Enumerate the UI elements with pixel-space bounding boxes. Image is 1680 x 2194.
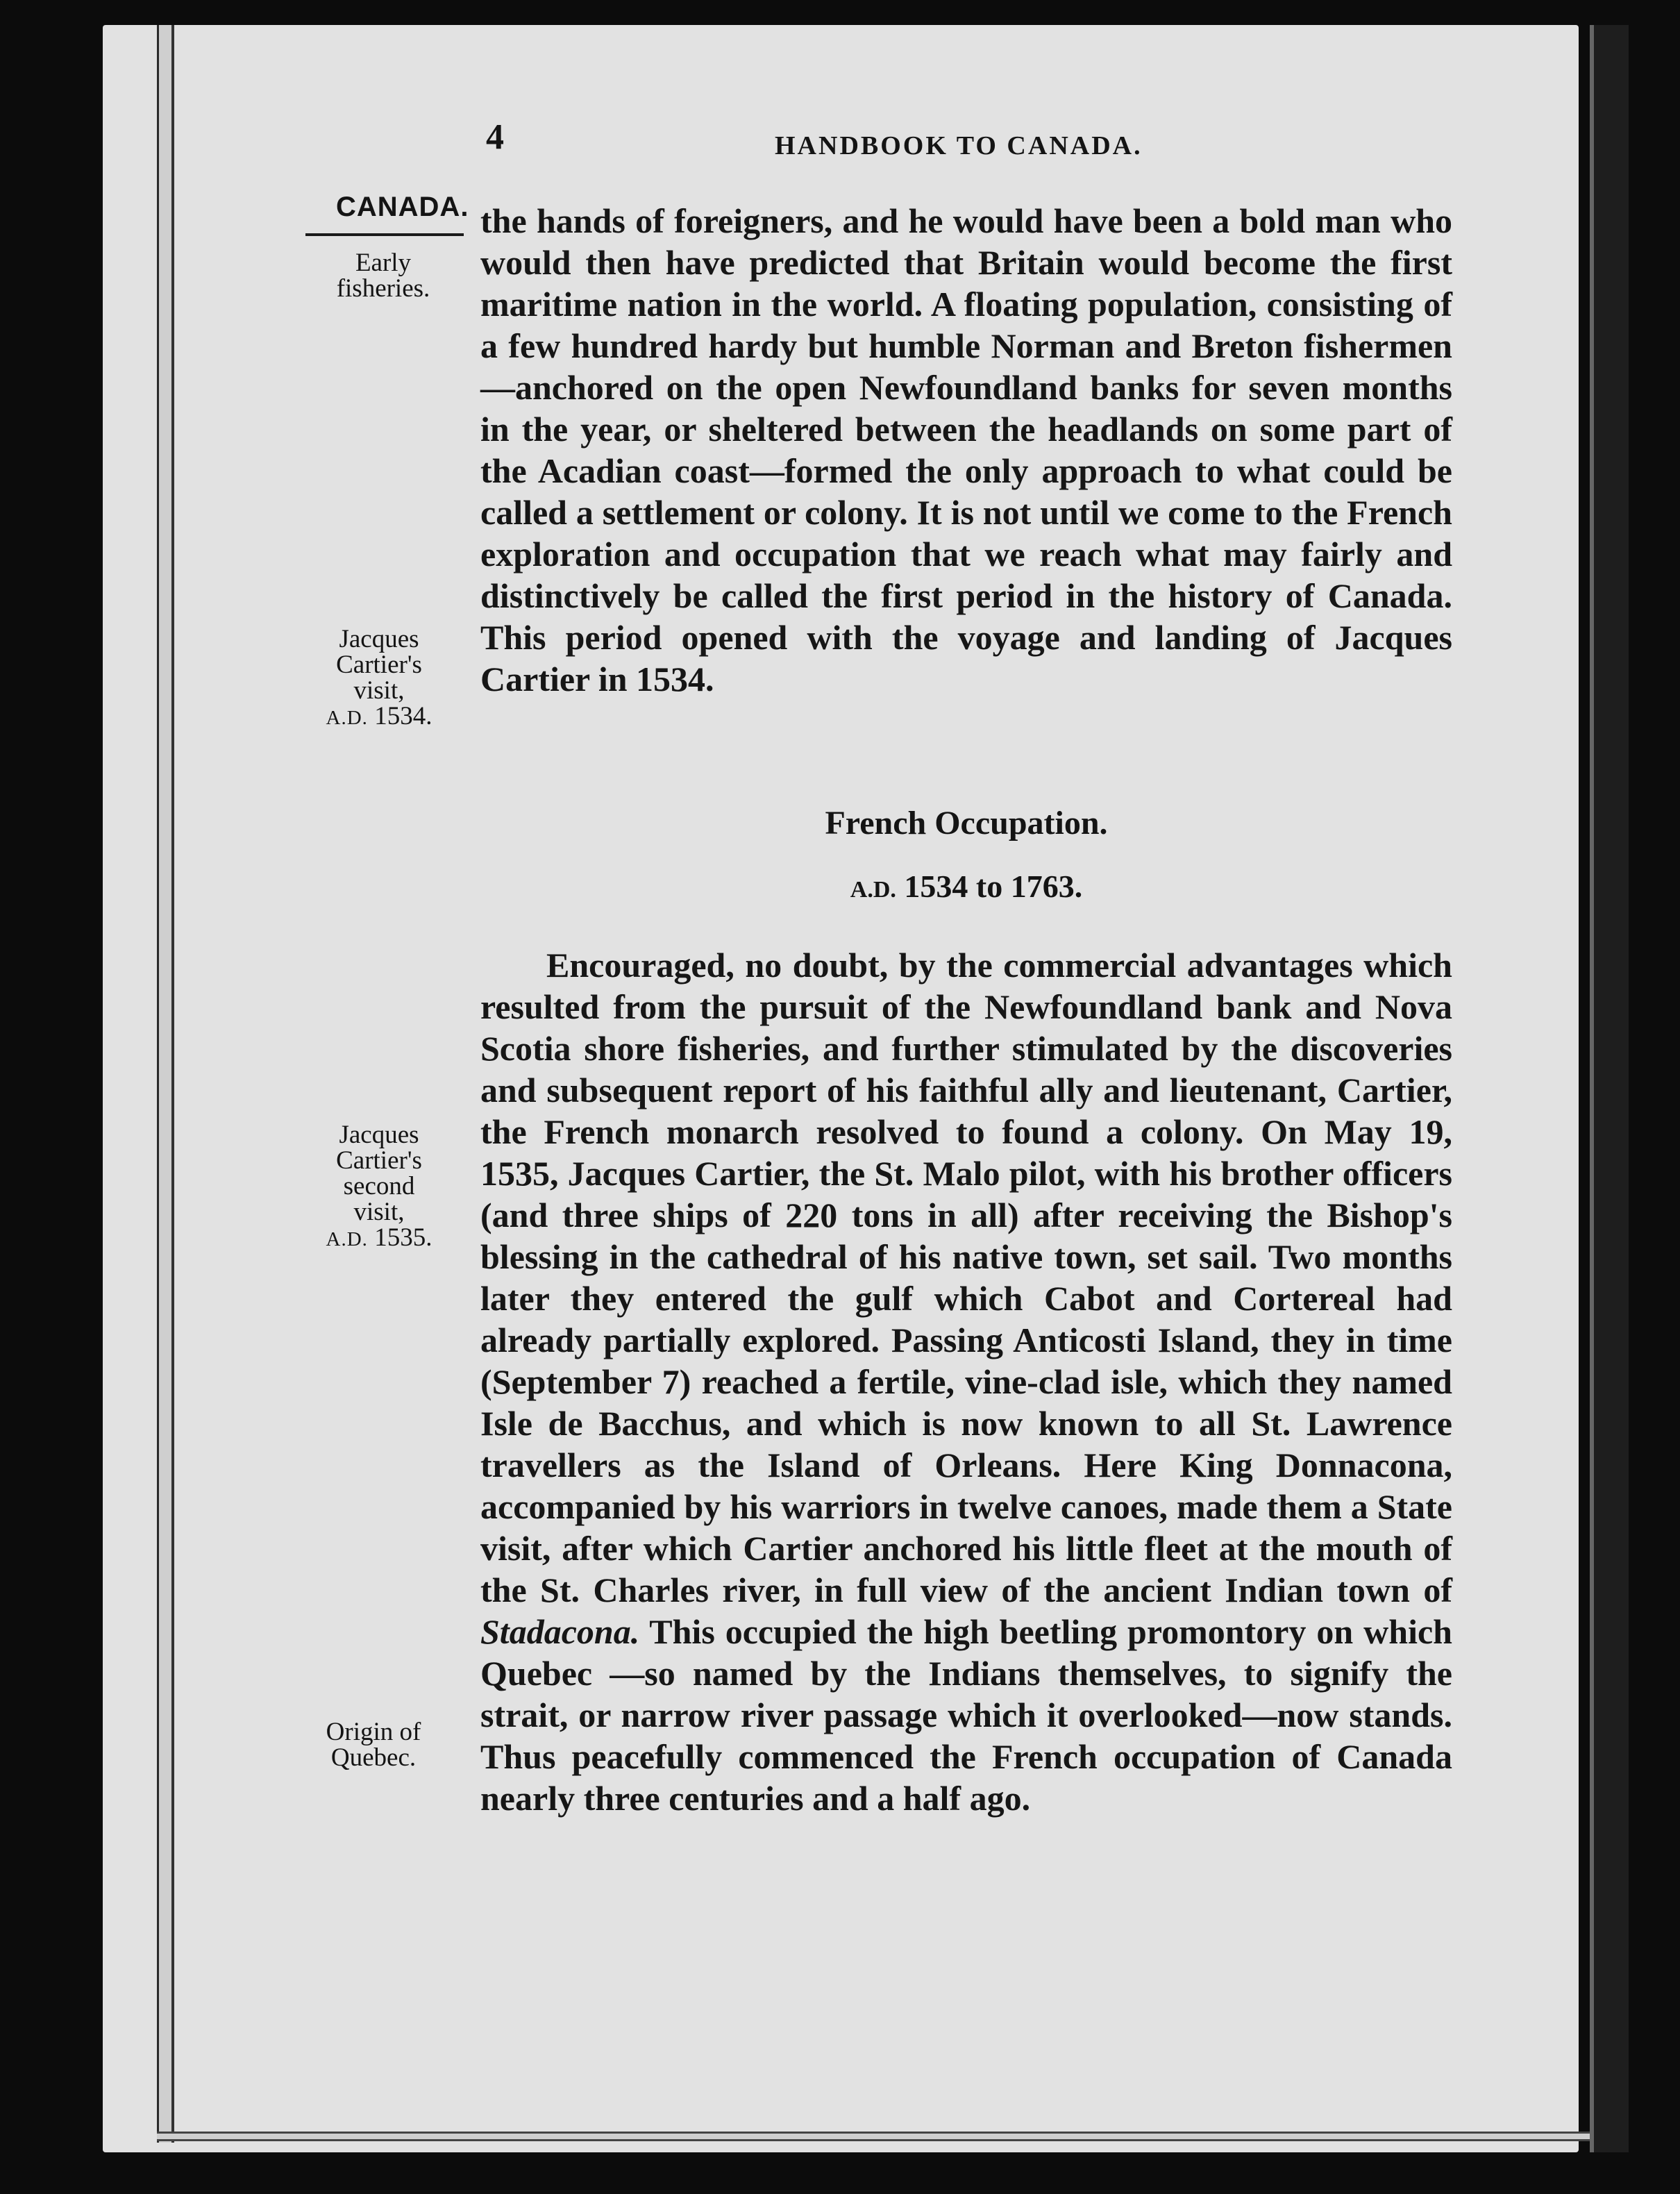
margin-note-line: fisheries. — [336, 274, 430, 303]
italic-place-name: Stadacona. — [480, 1612, 640, 1651]
date-year: 1535. — [374, 1223, 432, 1252]
margin-note-line: Cartier's — [336, 651, 422, 679]
date-range: 1534 to 1763. — [904, 869, 1083, 904]
margin-note-early-fisheries — [300, 250, 467, 301]
paragraph-2 — [480, 944, 1452, 1819]
margin-note-line: Quebec. — [330, 1743, 417, 1772]
section-date-range — [480, 868, 1452, 905]
margin-note-cartier-second-visit — [296, 1122, 462, 1253]
date-prefix: A.D. — [326, 1228, 368, 1250]
margin-note-line: visit, — [353, 1198, 405, 1226]
margin-note-line: second — [343, 1172, 415, 1200]
margin-note-origin-quebec — [290, 1719, 457, 1770]
paragraph-2-text-end: This occupied the high beetling promontory on which Quebec —so named by the Indians themselves, to signify the strait, or narrow river passage which it overlooked—now stands. Thus peacefully commenced the French occupation of Canada nearly three centuries and a half ago. — [480, 1612, 1452, 1818]
book-spine-edge — [1590, 25, 1629, 2152]
date-year: 1534. — [374, 702, 432, 730]
margin-note-line: Jacques — [339, 625, 419, 653]
paragraph-2-text: Encouraged, no doubt, by the commercial advantages which resulted from the pursuit of the Newfoundland bank and Nova Scotia shore fisheries, and further stimulated by the discoveries and subsequent report of his faithful ally and lieutenant, Cartier, the French monarch resolved to found a colony. On May 19, 1535, Jacques Cartier, the St. Malo pilot, with his brother officers (and three ships of 220 tons in all) after receiving the Bishop's blessing in the cathedral of his native town, set sail. Two months later they entered the gulf which Cabot and Cortereal had already partially explored. Passing Anticosti Island, they in time (September 7) reached a fertile, vine-clad isle, which they named Isle de Bacchus, and which is now known to all St. Lawrence travellers as the Island of Orleans. Here King Donnacona, accompanied by his warriors in twelve canoes, made them a State visit, after which Cartier anchored his little fleet at the mouth of the St. Charles river, in full view of the ancient Indian town of — [480, 946, 1452, 1609]
margin-note-line: visit, — [353, 676, 405, 705]
margin-note-line: Origin of — [326, 1718, 421, 1746]
section-heading: French Occupation. — [825, 805, 1108, 841]
date-prefix: A.D. — [850, 877, 896, 903]
date-prefix: A.D. — [326, 707, 368, 729]
section-tag: CANADA. — [336, 192, 469, 222]
margin-note-line: Cartier's — [336, 1146, 422, 1175]
margin-note-date — [296, 1225, 462, 1253]
paragraph-1: the hands of foreigners, and he would have been a bold man who would then have predicted that Britain would become the first maritime nation in the world. A floating population, consisting of a few hundred hardy but humble Norman and Breton fishermen—anchored on the open Newfoundland banks for seven months in the year, or sheltered between the headlands on some part of the Acadian coast—formed the only approach to what could be called a settlement or colony. It is not until we come to the French exploration and occupation that we reach what may fairly and distinctively be called the first period in the history of Canada. This period opened with the voyage and landing of Jacques Cartier in 1534. — [480, 201, 1452, 698]
margin-note-line: Jacques — [339, 1121, 419, 1149]
page-inner-frame-bottom — [157, 2132, 1594, 2141]
margin-note-line: Early — [355, 249, 412, 277]
margin-note-cartier-visit — [296, 626, 462, 731]
margin-note-date — [296, 703, 462, 731]
page-inner-frame-left — [157, 25, 174, 2143]
page-number: 4 — [486, 117, 504, 157]
running-title: HANDBOOK TO CANADA. — [775, 131, 1143, 160]
section-tag-rule — [305, 233, 464, 236]
